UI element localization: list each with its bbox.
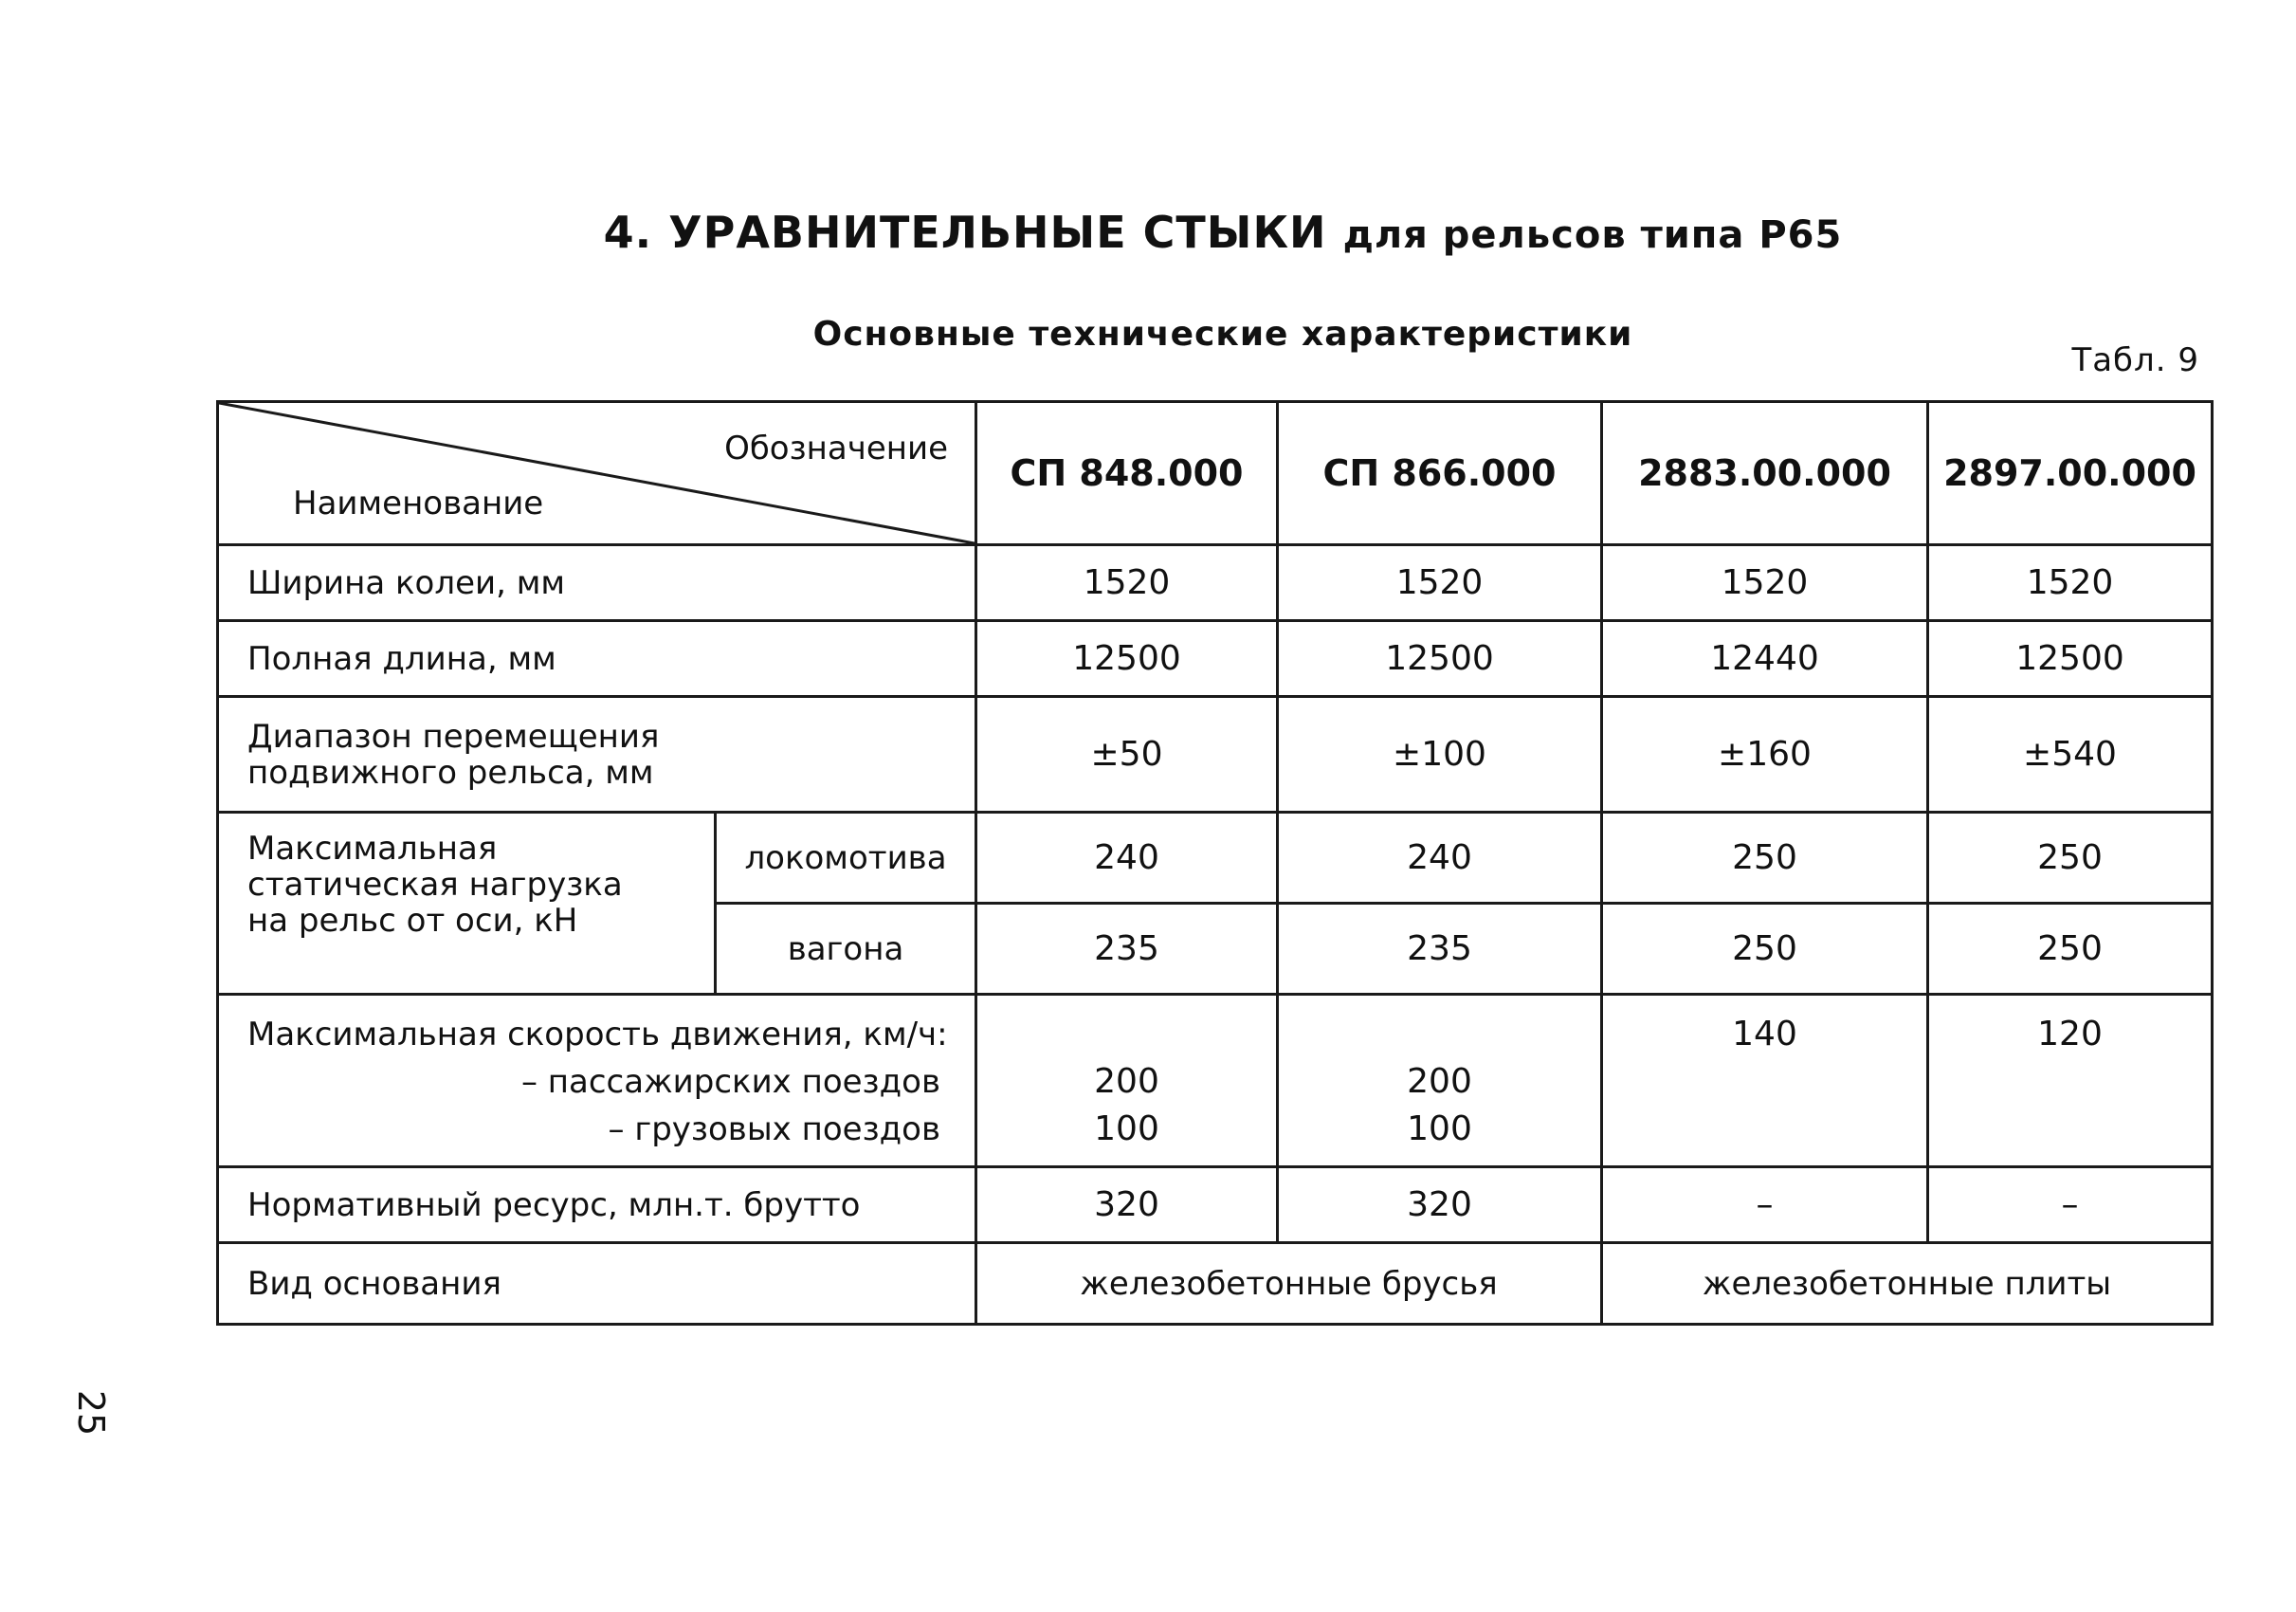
page-title xyxy=(0,207,2296,258)
table-cell: – xyxy=(1928,1167,2213,1243)
speed-general xyxy=(977,1011,1276,1058)
sub-label-wagon: вагона xyxy=(716,904,976,995)
table-row-speed xyxy=(218,995,2213,1167)
code-header: СП 866.000 xyxy=(1278,402,1602,545)
speed-passenger xyxy=(1603,1058,1926,1106)
table-cell: 1520 xyxy=(1602,545,1928,621)
row-label xyxy=(218,995,976,1167)
speed-general: 140 xyxy=(1732,1015,1797,1053)
name-header: Наименование xyxy=(293,485,544,522)
row-label: Полная длина, мм xyxy=(218,621,976,697)
code-header: 2897.00.000 xyxy=(1928,402,2213,545)
table-cell: ±100 xyxy=(1278,697,1602,813)
corner-cell xyxy=(218,402,976,545)
table-number: Табл. 9 xyxy=(2071,341,2199,379)
table-cell: железобетонные брусья xyxy=(976,1243,1602,1325)
table-cell xyxy=(1928,995,2213,1167)
speed-freight xyxy=(1603,1106,1926,1153)
speed-passenger xyxy=(1929,1058,2211,1106)
row-label-line: Максимальная xyxy=(247,830,498,868)
table-cell: ±50 xyxy=(976,697,1278,813)
table-cell: 240 xyxy=(976,813,1278,904)
table-cell: – xyxy=(1602,1167,1928,1243)
table-cell: 12500 xyxy=(1278,621,1602,697)
table-cell xyxy=(1602,995,1928,1167)
row-label-line: на рельс от оси, кН xyxy=(247,902,578,940)
speed-freight: 100 xyxy=(1094,1109,1159,1148)
table-cell: 240 xyxy=(1278,813,1602,904)
row-label: Вид основания xyxy=(218,1243,976,1325)
table-cell: 12440 xyxy=(1602,621,1928,697)
table-cell: 250 xyxy=(1602,813,1928,904)
row-label-line: подвижного рельса, мм xyxy=(247,753,654,792)
speed-passenger: 200 xyxy=(1407,1062,1472,1101)
table-cell: 320 xyxy=(1278,1167,1602,1243)
code-header: 2883.00.000 xyxy=(1602,402,1928,545)
table-row-resource xyxy=(218,1167,2213,1243)
code-header: СП 848.000 xyxy=(976,402,1278,545)
row-label xyxy=(218,813,716,995)
speed-freight xyxy=(1929,1106,2211,1153)
speed-general xyxy=(1279,1011,1600,1058)
table-row-load-loco xyxy=(218,813,2213,904)
table-cell xyxy=(976,995,1278,1167)
speed-general: 120 xyxy=(2037,1015,2103,1053)
table-cell: ±540 xyxy=(1928,697,2213,813)
table-subtitle: Основные технические характеристики xyxy=(812,315,1633,354)
table-row-range xyxy=(218,697,2213,813)
title-main: 4. УРАВНИТЕЛЬНЫЕ СТЫКИ xyxy=(603,207,1327,258)
table-cell: 235 xyxy=(976,904,1278,995)
table-cell: 250 xyxy=(1602,904,1928,995)
table-cell: 320 xyxy=(976,1167,1278,1243)
header-row xyxy=(218,402,2213,545)
designation-header: Обозначение xyxy=(724,430,948,467)
page-number: 25 xyxy=(70,1389,113,1437)
speed-freight: 100 xyxy=(1407,1109,1472,1148)
table-cell: 235 xyxy=(1278,904,1602,995)
row-label-line: статическая нагрузка xyxy=(247,866,623,904)
table-row-length xyxy=(218,621,2213,697)
table-cell: железобетонные плиты xyxy=(1602,1243,2213,1325)
row-label: Ширина колеи, мм xyxy=(218,545,976,621)
row-label-line: – грузовых поездов xyxy=(608,1110,940,1148)
table-row-base xyxy=(218,1243,2213,1325)
row-label-line: – пассажирских поездов xyxy=(520,1063,940,1101)
row-label xyxy=(218,697,976,813)
table-cell: 12500 xyxy=(976,621,1278,697)
table-cell: 250 xyxy=(1928,813,2213,904)
row-label-line: Максимальная скорость движения, км/ч: xyxy=(247,1016,948,1053)
table-cell: 1520 xyxy=(976,545,1278,621)
spec-table xyxy=(216,400,2214,1326)
table-cell: 1520 xyxy=(1278,545,1602,621)
speed-passenger: 200 xyxy=(1094,1062,1159,1101)
table-cell: 12500 xyxy=(1928,621,2213,697)
row-label-line: Диапазон перемещения xyxy=(247,717,660,756)
table-cell: 1520 xyxy=(1928,545,2213,621)
table-cell: 250 xyxy=(1928,904,2213,995)
row-label: Нормативный ресурс, млн.т. брутто xyxy=(218,1167,976,1243)
title-suffix: для рельсов типа Р65 xyxy=(1342,213,1843,257)
sub-label-loco: локомотива xyxy=(716,813,976,904)
table-row-gauge xyxy=(218,545,2213,621)
table-cell xyxy=(1278,995,1602,1167)
table-cell: ±160 xyxy=(1602,697,1928,813)
